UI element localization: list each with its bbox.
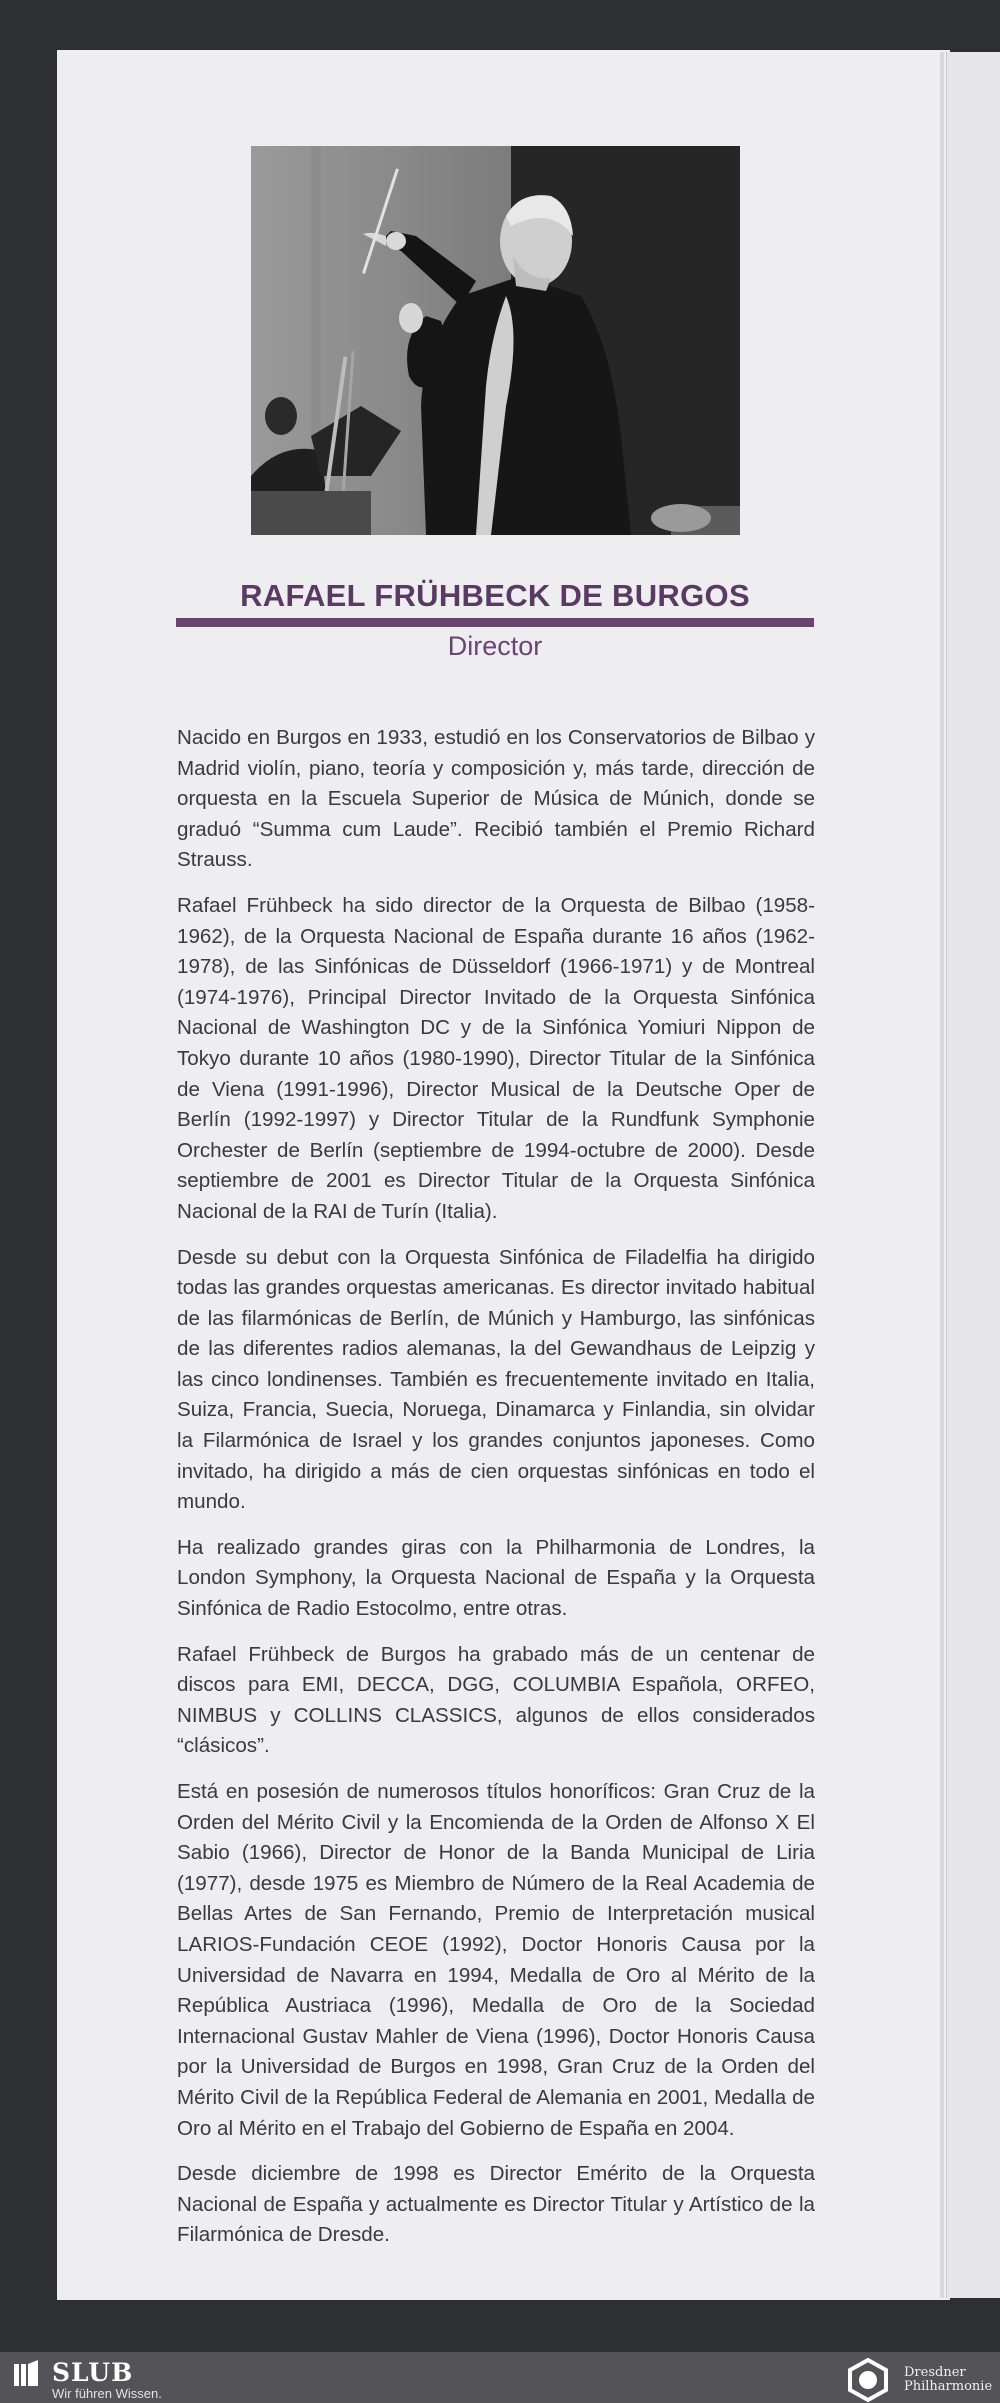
title-underline	[176, 618, 814, 627]
dp-line-1: Dresdner	[904, 2365, 966, 2380]
dresdner-philharmonie-name[interactable]	[904, 2366, 992, 2394]
paragraph: Ha realizado grandes giras con la Philharmonia de Londres, la London Symphony, la Orquesta Nacional de España y la Orquesta Sinfónica de Radio Estocolmo, entre otras.	[177, 1535, 815, 1621]
paragraph: Rafael Frühbeck ha sido director de la Orquesta de Bilbao (1958-1962), de la Orquesta Nacional de España durante 16 años (1962-1978), de las Sinfónicas de Düsseldorf (1966-1971) y de Montreal (1974-1976), Principal Director Invitado de la Orquesta Sinfónica Nacional de Washington DC y de la Sinfónica Yomiuri Nippon de Tokyo durante 10 años (1980-1990), Director Titular de la Sinfónica de Viena (1991-1996), Director Musical de la Deutsche Oper de Berlín (1992-1997) y Director Titular de la Rundfunk Symphonie Orchester de Berlín (septiembre de 1994-octubre de 2000). Desde septiembre de 2001 es Director Titular de la Orquesta Sinfónica Nacional de la RAI de Turín (Italia).	[177, 893, 815, 1223]
next-page-edge	[946, 52, 1000, 2298]
paragraph: Rafael Frühbeck de Burgos ha grabado más de un centenar de discos para EMI, DECCA, DGG, COLUMBIA Española, ORFEO, NIMBUS y COLLINS CLASSICS, algunos de ellos considerados “clásicos”.	[177, 1642, 815, 1758]
paragraph: Desde diciembre de 1998 es Director Emérito de la Orquesta Nacional de España y actualmente es Director Titular y Artístico de la Filarmónica de Dresde.	[177, 2162, 815, 2247]
paragraph: Está en posesión de numerosos títulos honoríficos: Gran Cruz de la Orden del Mérito Civil y la Encomienda de la Orden de Alfonso X El Sabio (1966), Director de Honor de la Banda Municipal de Liria (1977), desde 1975 es Miembro de Número de la Real Academia de Bellas Artes de San Fernando, Premio de Interpretación musical LARIOS-Fundación CEOE (1992), Doctor Honoris Causa por la Universidad de Navarra en 1994, Medalla de Oro al Mérito de la República Austriaca (1996), Medalla de Oro de la Sociedad Internacional Gustav Mahler de Viena (1996), Doctor Honoris Causa por la Universidad de Burgos en 1998, Gran Cruz de la Orden del Mérito Civil de la República Federal de Alemania en 2001, Medalla de Oro al Mérito en el Trabajo del Gobierno de España en 2004.	[177, 1780, 815, 2140]
slub-tagline: Wir führen Wissen.	[52, 2386, 162, 2401]
dresdner-philharmonie-logo-icon	[842, 2358, 894, 2402]
paragraph: Nacido en Burgos en 1933, estudió en los Conservatorios de Bilbao y Madrid violín, piano, teoría y composición y, más tarde, dirección de orquesta en la Escuela Superior de Música de Múnich, donde se graduó “Summa cum Laude”. Recibió también el Premio Richard Strauss.	[177, 726, 815, 872]
biography-text	[177, 723, 815, 2266]
slub-logo-icon	[14, 2360, 38, 2388]
page-fold-shadow	[940, 52, 944, 2298]
footer-bar	[0, 2352, 1000, 2403]
page-subtitle: Director	[447, 631, 543, 661]
conductor-photo	[251, 146, 740, 535]
dp-line-2: Philharmonie	[904, 2379, 993, 2394]
slub-name[interactable]: SLUB	[52, 2358, 134, 2387]
page-title: RAFAEL FRÜHBECK DE BURGOS	[240, 578, 750, 613]
paragraph: Desde su debut con la Orquesta Sinfónica de Filadelfia ha dirigido todas las grandes orquestas americanas. Es director invitado habitual de las filarmónicas de Berlín, de Múnich y Hamburgo, las sinfónicas de las diferentes radios alemanas, la del Gewandhaus de Leipzig y las cinco londinenses. También es frecuentemente invitado en Italia, Suiza, Francia, Suecia, Noruega, Dinamarca y Finlandia, sin olvidar la Filarmónica de Israel y los grandes conjuntos japoneses. Como invitado, ha dirigido a más de cien orquestas sinfónicas en todo el mundo.	[177, 1245, 815, 1514]
